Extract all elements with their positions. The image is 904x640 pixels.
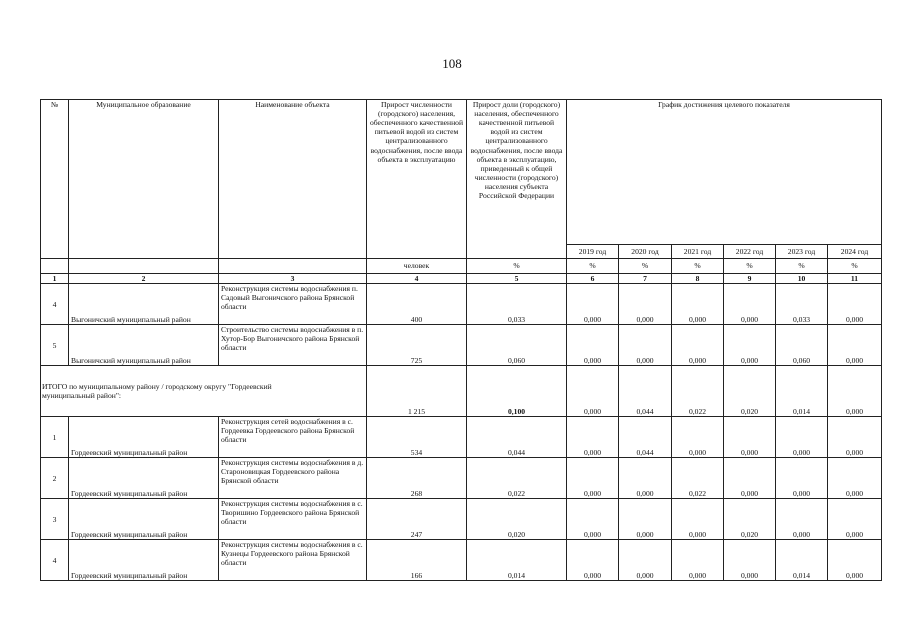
year-value-cell: 0,014 (776, 540, 828, 581)
object-name-cell: Реконструкция системы водоснабжения в д. Староновицкая Гордеевского района Брянской области (219, 458, 367, 499)
year-value-cell: 0,000 (724, 417, 776, 458)
year-value-cell: 0,000 (724, 540, 776, 581)
year-value-cell: 0,000 (776, 499, 828, 540)
year-value-cell: 0,000 (724, 325, 776, 366)
year-value-cell: 0,000 (828, 325, 882, 366)
year-value-cell: 0,000 (567, 499, 619, 540)
unit-cell: % (776, 259, 828, 274)
col-number: 5 (467, 274, 567, 284)
total-year-cell: 0,044 (619, 366, 672, 417)
year-2022: 2022 год (724, 245, 776, 259)
col-number: 6 (567, 274, 619, 284)
year-value-cell: 0,000 (619, 458, 672, 499)
unit-cell: % (828, 259, 882, 274)
municipality-cell: Гордеевский муниципальный район (69, 417, 219, 458)
total-year-cell: 0,000 (828, 366, 882, 417)
year-value-cell: 0,000 (567, 417, 619, 458)
year-value-cell: 0,000 (567, 540, 619, 581)
share-growth-cell: 0,020 (467, 499, 567, 540)
year-value-cell: 0,000 (619, 499, 672, 540)
col-number: 10 (776, 274, 828, 284)
table-row (41, 284, 882, 325)
municipality-cell: Гордеевский муниципальный район (69, 499, 219, 540)
share-growth-cell: 0,014 (467, 540, 567, 581)
header-num: № (41, 100, 69, 259)
object-name-cell: Реконструкция сетей водоснабжения в с. Гордеевка Гордеевского района Брянской области (219, 417, 367, 458)
header-object: Наименование объекта (219, 100, 367, 259)
total-year-cell: 0,022 (672, 366, 724, 417)
header-pop-growth: Прирост численности (городского) населения, обеспеченного качественной питьевой водой из систем централизованного водоснабжения, после ввода объекта в эксплуатацию (367, 100, 467, 259)
year-value-cell: 0,000 (672, 499, 724, 540)
table-row (41, 458, 882, 499)
table-row (41, 325, 882, 366)
year-value-cell: 0,000 (828, 417, 882, 458)
year-2021: 2021 год (672, 245, 724, 259)
municipality-cell: Выгоничский муниципальный район (69, 325, 219, 366)
header-row (41, 100, 882, 245)
population-growth-cell: 247 (367, 499, 467, 540)
year-value-cell: 0,000 (776, 417, 828, 458)
population-growth-cell: 725 (367, 325, 467, 366)
municipality-cell: Гордеевский муниципальный район (69, 540, 219, 581)
unit-cell: % (467, 259, 567, 274)
year-value-cell: 0,022 (672, 458, 724, 499)
total-population-cell: 1 215 (367, 366, 467, 417)
target-indicator-table (40, 99, 882, 581)
header-share-growth: Прирост доли (городского) населения, обеспеченного качественной питьевой водой из систем централизованного водоснабжения, после ввода объекта в эксплуатацию, приведенный к общей численности (городского) населения субъекта Российской Федерации (467, 100, 567, 259)
object-name-cell: Реконструкция системы водоснабжения п. Садовый Выгоничского района Брянской области (219, 284, 367, 325)
year-value-cell: 0,020 (724, 499, 776, 540)
table-row (41, 417, 882, 458)
unit-cell: % (672, 259, 724, 274)
year-value-cell: 0,033 (776, 284, 828, 325)
row-number: 2 (41, 458, 69, 499)
year-value-cell: 0,000 (828, 284, 882, 325)
header-municipality: Муниципальное образование (69, 100, 219, 259)
units-row (41, 259, 882, 274)
year-value-cell: 0,000 (724, 458, 776, 499)
row-number: 3 (41, 499, 69, 540)
total-label-line: ИТОГО по муниципальному району / городскому округу "Гордеевский (42, 382, 272, 391)
unit-cell: % (567, 259, 619, 274)
year-value-cell: 0,000 (567, 325, 619, 366)
year-value-cell: 0,000 (672, 417, 724, 458)
share-growth-cell: 0,060 (467, 325, 567, 366)
col-number: 3 (219, 274, 367, 284)
year-value-cell: 0,000 (619, 284, 672, 325)
population-growth-cell: 400 (367, 284, 467, 325)
row-number: 4 (41, 540, 69, 581)
year-2019: 2019 год (567, 245, 619, 259)
municipality-cell: Гордеевский муниципальный район (69, 458, 219, 499)
unit-cell: % (724, 259, 776, 274)
object-name-cell: Строительство системы водоснабжения в п. Хутор-Бор Выгоничского района Брянской области (219, 325, 367, 366)
year-value-cell: 0,000 (672, 284, 724, 325)
year-2020: 2020 год (619, 245, 672, 259)
col-number: 8 (672, 274, 724, 284)
total-year-cell: 0,000 (567, 366, 619, 417)
total-share-cell: 0,100 (467, 366, 567, 417)
year-2024: 2024 год (828, 245, 882, 259)
col-number: 4 (367, 274, 467, 284)
year-value-cell: 0,000 (828, 540, 882, 581)
object-name-cell: Реконструкция системы водоснабжения в с. Творишино Гордеевского района Брянской области (219, 499, 367, 540)
table-row (41, 499, 882, 540)
year-value-cell: 0,000 (567, 284, 619, 325)
header-schedule: График достижения целевого показателя (567, 100, 882, 245)
object-name-cell: Реконструкция системы водоснабжения в с. Кузнецы Гордеевского района Брянской области (219, 540, 367, 581)
col-number: 2 (69, 274, 219, 284)
col-number: 7 (619, 274, 672, 284)
col-number: 9 (724, 274, 776, 284)
total-label-line: муниципальный район": (42, 391, 122, 401)
row-number: 5 (41, 325, 69, 366)
municipality-cell: Выгоничский муниципальный район (69, 284, 219, 325)
year-value-cell: 0,000 (672, 325, 724, 366)
year-value-cell: 0,000 (776, 458, 828, 499)
row-number: 4 (41, 284, 69, 325)
col-number: 1 (41, 274, 69, 284)
row-number: 1 (41, 417, 69, 458)
col-number: 11 (828, 274, 882, 284)
year-value-cell: 0,044 (619, 417, 672, 458)
year-value-cell: 0,060 (776, 325, 828, 366)
population-growth-cell: 534 (367, 417, 467, 458)
year-value-cell: 0,000 (672, 540, 724, 581)
column-numbers-row (41, 274, 882, 284)
unit-cell: % (619, 259, 672, 274)
year-value-cell: 0,000 (724, 284, 776, 325)
year-2023: 2023 год (776, 245, 828, 259)
share-growth-cell: 0,044 (467, 417, 567, 458)
population-growth-cell: 268 (367, 458, 467, 499)
year-value-cell: 0,000 (828, 499, 882, 540)
share-growth-cell: 0,033 (467, 284, 567, 325)
share-growth-cell: 0,022 (467, 458, 567, 499)
year-value-cell: 0,000 (828, 458, 882, 499)
total-row (41, 366, 882, 417)
population-growth-cell: 166 (367, 540, 467, 581)
year-value-cell: 0,000 (619, 325, 672, 366)
table-row (41, 540, 882, 581)
total-year-cell: 0,014 (776, 366, 828, 417)
total-year-cell: 0,020 (724, 366, 776, 417)
unit-cell: человек (367, 259, 467, 274)
total-label (41, 366, 367, 417)
year-value-cell: 0,000 (619, 540, 672, 581)
page-number: 108 (442, 56, 462, 71)
year-value-cell: 0,000 (567, 458, 619, 499)
